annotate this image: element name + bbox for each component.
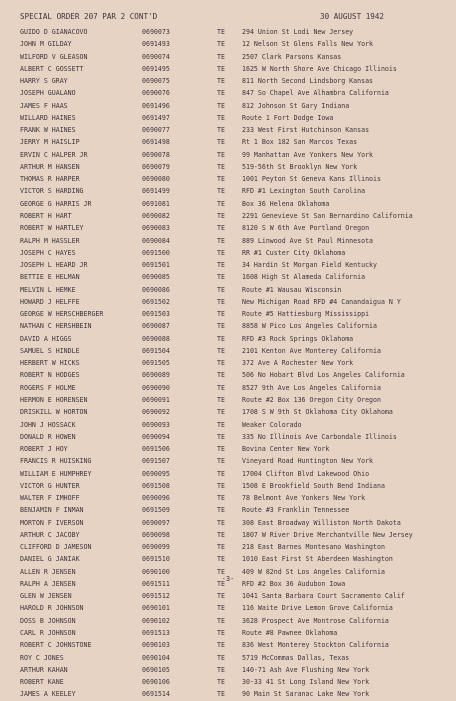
serial-number: 0691506 [142,445,170,454]
serial-number: 0690083 [142,224,170,233]
home-address: Vineyard Road Huntington New York [242,457,374,466]
home-address: 8858 W Pico Los Angeles California [242,322,377,331]
officer-name: ROBERT KANE [20,678,64,687]
home-address: 30-33 41 St Long Island New York [242,678,370,687]
officer-name: ROY C JONES [20,653,64,662]
officer-name: ROBERT C JOHNSTONE [20,641,92,650]
branch-code: TE [217,175,225,184]
roster-row [20,529,450,541]
officer-name: ROBERT W HARTLEY [20,224,84,233]
serial-number: 0691505 [142,359,170,368]
serial-number: 0691496 [142,101,170,110]
roster-row [20,271,450,283]
officer-name: GEORGE W HERSCHBERGER [20,310,104,319]
serial-number: 0690088 [142,334,170,343]
home-address: 90 Main St Saranac Lake New York [242,690,370,699]
officer-name: HERBERT W HICKS [20,359,80,368]
branch-code: TE [217,469,225,478]
officer-name: ALBERT C GOSSETT [20,64,84,73]
home-address: 1041 Santa Barbara Court Sacramento Calif [242,592,405,601]
branch-code: TE [217,273,225,282]
officer-name: ERVIN C HALPER JR [20,150,88,159]
roster-row [20,173,450,185]
officer-name: JOSEPH L HEARD JR [20,261,88,270]
roster-row [20,112,450,124]
officer-name: NATHAN C HERSHBEIN [20,322,92,331]
roster-row [20,431,450,443]
officer-name: CARL R JOHNSON [20,629,76,638]
serial-number: 0691511 [142,579,170,588]
serial-number: 0691513 [142,629,170,638]
branch-code: TE [217,261,225,270]
roster-row [20,553,450,565]
roster-row [20,492,450,504]
home-address: 17004 Clifton Blvd Lakewood Ohio [242,469,370,478]
officer-name: BETTIE E HELMAN [20,273,80,282]
home-address: Route #5 Hattiesburg Mississippi [242,310,370,319]
serial-number: 0690074 [142,52,170,61]
roster-row [20,185,450,197]
home-address: 1708 S W 9th St Oklahoma City Oklahoma [242,408,393,417]
officer-name: RALPH A JENSEN [20,579,76,588]
home-address: 3628 Prospect Ave Montrose California [242,616,389,625]
roster-row [20,51,450,63]
serial-number: 0690082 [142,211,170,220]
home-address: 1508 E Brookfield South Bend Indiana [242,481,385,490]
branch-code: TE [217,641,225,650]
roster-row [20,247,450,259]
officer-name: ROBERT J HOY [20,445,68,454]
serial-number: 0691497 [142,113,170,122]
roster-row [20,100,450,112]
home-address: RR #1 Custer City Oklahoma [242,248,346,257]
branch-code: TE [217,138,225,147]
serial-number: 0691507 [142,457,170,466]
branch-code: TE [217,371,225,380]
home-address: Weaker Colorado [242,420,302,429]
branch-code: TE [217,506,225,515]
officer-name: ARTHUR C JACOBY [20,530,80,539]
roster-row [20,63,450,75]
branch-code: TE [217,77,225,86]
branch-code: TE [217,383,225,392]
roster-list [20,26,450,701]
branch-code: TE [217,555,225,564]
serial-number: 0690090 [142,383,170,392]
branch-code: TE [217,432,225,441]
branch-code: TE [217,629,225,638]
document-header [20,12,440,24]
branch-code: TE [217,236,225,245]
branch-code: TE [217,567,225,576]
home-address: 812 Johnson St Gary Indiana [242,101,350,110]
serial-number: 0690084 [142,236,170,245]
home-address: Route #1 Wausau Wisconsin [242,285,342,294]
officer-name: BENJAMIN F INMAN [20,506,84,515]
serial-number: 0691508 [142,481,170,490]
officer-name: WILLARD HAINES [20,113,76,122]
roster-row [20,38,450,50]
officer-name: MELVIN L HEMKE [20,285,76,294]
officer-name: GUIDO D GIANACOVO [20,28,88,36]
home-address: Route #3 Franklin Tennessee [242,506,350,515]
roster-row [20,688,450,700]
roster-row [20,296,450,308]
home-address: 335 No Illinois Ave Carbondale Illinois [242,432,397,441]
home-address: RFD #1 Lexington South Carolina [242,187,366,196]
officer-name: JOHN J HOSSACK [20,420,76,429]
branch-code: TE [217,113,225,122]
branch-code: TE [217,150,225,159]
branch-code: TE [217,457,225,466]
officer-name: DONALD R HOWEN [20,432,76,441]
home-address: 2101 Kenton Ave Monterey California [242,346,381,355]
home-address: 1608 High St Alameda California [242,273,366,282]
serial-number: 0691514 [142,690,170,699]
serial-number: 0690073 [142,28,170,36]
serial-number: 0691502 [142,297,170,306]
branch-code: TE [217,690,225,699]
officer-name: GLEN W JENSEN [20,592,72,601]
serial-number: 0690103 [142,641,170,650]
roster-row [20,676,450,688]
serial-number: 0690092 [142,408,170,417]
serial-number: 0690094 [142,432,170,441]
officer-name: JAMES A KEELEY [20,690,76,699]
roster-row [20,468,450,480]
officer-name: JOHN M GILDAY [20,40,72,49]
home-address: 2291 Genevieve St San Bernardino California [242,211,413,220]
branch-code: TE [217,653,225,662]
branch-code: TE [217,518,225,527]
serial-number: 0691500 [142,248,170,257]
serial-number: 0690100 [142,567,170,576]
branch-code: TE [217,678,225,687]
officer-name: DANIEL G JANIAK [20,555,80,564]
roster-row [20,333,450,345]
branch-code: TE [217,408,225,417]
roster-row [20,517,450,529]
home-address: 99 Manhattan Ave Yonkers New York [242,150,374,159]
roster-row [20,627,450,639]
serial-number: 0691499 [142,187,170,196]
serial-number: 0690080 [142,175,170,184]
home-address: 34 Hardin St Morgan Field Kentucky [242,261,377,270]
home-address: Route 1 Fort Dodge Iowa [242,113,334,122]
branch-code: TE [217,285,225,294]
branch-code: TE [217,297,225,306]
home-address: RFD #3 Rock Springs Oklahoma [242,334,354,343]
home-address: 308 East Broadway Williston North Dakota [242,518,401,527]
serial-number: 0690079 [142,162,170,171]
branch-code: TE [217,530,225,539]
roster-row [20,308,450,320]
officer-name: CLIFFORD D JAMESON [20,543,92,552]
branch-code: TE [217,359,225,368]
serial-number: 0691504 [142,346,170,355]
officer-name: SAMUEL S HINDLE [20,346,80,355]
branch-code: TE [217,64,225,73]
serial-number: 0690102 [142,616,170,625]
officer-name: VICTOR S HARDING [20,187,84,196]
roster-row [20,615,450,627]
home-address: Route #8 Pawnee Oklahoma [242,629,338,638]
home-address: 233 West First Hutchinson Kansas [242,126,370,135]
branch-code: TE [217,162,225,171]
serial-number: 0690098 [142,530,170,539]
officer-name: ROBERT N HODGES [20,371,80,380]
branch-code: TE [217,211,225,220]
home-address: 1001 Peyton St Geneva Kans Illinois [242,175,381,184]
officer-name: WALTER F IMHOFF [20,494,80,503]
officer-name: MORTON F IVERSON [20,518,84,527]
branch-code: TE [217,248,225,257]
serial-number: 0691493 [142,40,170,49]
home-address: 1010 East First St Aberdeen Washington [242,555,393,564]
roster-row [20,235,450,247]
roster-row [20,136,450,148]
serial-number: 0690089 [142,371,170,380]
serial-number: 0690085 [142,273,170,282]
branch-code: TE [217,592,225,601]
officer-name: FRANCIS R HUISKING [20,457,92,466]
roster-row [20,664,450,676]
serial-number: 0691081 [142,199,170,208]
roster-row [20,222,450,234]
home-address: 2507 Clark Parsons Kansas [242,52,342,61]
order-title: SPECIAL ORDER 207 PAR 2 CONT'D [20,12,158,21]
officer-name: ROBERT H HART [20,211,72,220]
roster-row [20,504,450,516]
home-address: 506 No Hobart Blvd Los Angeles California [242,371,405,380]
branch-code: TE [217,346,225,355]
branch-code: TE [217,616,225,625]
officer-name: HOWARD J HELFFE [20,297,80,306]
roster-row [20,345,450,357]
officer-name: ROGERS F HOLME [20,383,76,392]
roster-row [20,541,450,553]
home-address: 811 North Second Lindsborg Kansas [242,77,374,86]
roster-row [20,369,450,381]
roster-row [20,198,450,210]
home-address: New Michigan Road RFD #4 Canandaigua N Y [242,297,401,306]
roster-row [20,26,450,38]
roster-row [20,455,450,467]
officer-name: JERRY M HAISLIP [20,138,80,147]
roster-row [20,210,450,222]
branch-code: TE [217,28,225,36]
branch-code: TE [217,334,225,343]
branch-code: TE [217,395,225,404]
serial-number: 0691498 [142,138,170,147]
officer-name: ARTHUR M HANSEN [20,162,80,171]
officer-name: DRISKILL W HORTON [20,408,88,417]
serial-number: 0690095 [142,469,170,478]
branch-code: TE [217,420,225,429]
roster-row [20,652,450,664]
branch-code: TE [217,101,225,110]
serial-number: 0691509 [142,506,170,515]
branch-code: TE [217,445,225,454]
home-address: 1807 W River Drive Merchantville New Jersey [242,530,413,539]
serial-number: 0690093 [142,420,170,429]
serial-number: 0690091 [142,395,170,404]
roster-row [20,590,450,602]
home-address: 409 W 82nd St Los Angeles California [242,567,385,576]
home-address: 847 So Chapel Ave Alhambra California [242,89,389,98]
home-address: 116 Waite Drive Lemon Grove California [242,604,393,613]
branch-code: TE [217,604,225,613]
serial-number: 0690101 [142,604,170,613]
roster-row [20,87,450,99]
officer-name: HERMON E HORENSEN [20,395,88,404]
officer-name: JAMES F HAAS [20,101,68,110]
home-address: 8120 S W 6th Ave Portland Oregon [242,224,370,233]
officer-name: DOSS B JOHNSON [20,616,76,625]
branch-code: TE [217,322,225,331]
serial-number: 0691495 [142,64,170,73]
roster-row [20,480,450,492]
branch-code: TE [217,494,225,503]
serial-number: 0690099 [142,543,170,552]
officer-name: HARRY S GRAY [20,77,68,86]
serial-number: 0690097 [142,518,170,527]
officer-name: VICTOR G HUNTER [20,481,80,490]
roster-row [20,161,450,173]
home-address: 519-56th St Brooklyn New York [242,162,358,171]
officer-name: WILLIAM E HUMPHREY [20,469,92,478]
roster-row [20,406,450,418]
home-address: 294 Union St Lodi New Jersey [242,28,354,36]
branch-code: TE [217,187,225,196]
home-address: 1625 W North Shore Ave Chicago Illinois [242,64,397,73]
roster-row [20,639,450,651]
branch-code: TE [217,481,225,490]
branch-code: TE [217,52,225,61]
serial-number: 0691503 [142,310,170,319]
roster-row [20,382,450,394]
roster-row [20,75,450,87]
officer-name: FRANK W HAINES [20,126,76,135]
roster-row [20,320,450,332]
branch-code: TE [217,40,225,49]
branch-code: TE [217,665,225,674]
roster-row [20,602,450,614]
home-address: Bovina Center New York [242,445,330,454]
roster-row [20,124,450,136]
order-date: 30 AUGUST 1942 [320,12,385,21]
serial-number: 0690105 [142,665,170,674]
branch-code: TE [217,543,225,552]
home-address: 372 Ave A Rochester New York [242,359,354,368]
home-address: 12 Nelson St Glens Falls New York [242,40,374,49]
home-address: RFD #2 Box 36 Audubon Iowa [242,579,346,588]
serial-number: 0690087 [142,322,170,331]
home-address: 218 East Barnes Montesano Washington [242,543,385,552]
roster-row [20,443,450,455]
branch-code: TE [217,199,225,208]
officer-name: HAROLD R JOHNSON [20,604,84,613]
officer-name: THOMAS R HARPER [20,175,80,184]
branch-code: TE [217,224,225,233]
home-address: 836 West Monterey Stockton California [242,641,389,650]
serial-number: 0690077 [142,126,170,135]
branch-code: TE [217,89,225,98]
officer-name: JOSEPH C HAYES [20,248,76,257]
serial-number: 0691510 [142,555,170,564]
home-address: 5719 McCommas Dallas, Texas [242,653,350,662]
roster-row [20,419,450,431]
serial-number: 0691512 [142,592,170,601]
serial-number: 0690076 [142,89,170,98]
branch-code: TE [217,310,225,319]
home-address: Box 36 Helena Oklahoma [242,199,330,208]
officer-name: ALLEN R JENSEN [20,567,76,576]
page-number: -3- [221,575,235,583]
roster-row [20,259,450,271]
officer-name: RALPH M HASSLER [20,236,80,245]
home-address: 8527 9th Ave Los Angeles California [242,383,381,392]
serial-number: 0690096 [142,494,170,503]
serial-number: 0690106 [142,678,170,687]
officer-name: DAVID A HIGGS [20,334,72,343]
serial-number: 0690075 [142,77,170,86]
officer-name: JOSEPH GUALANO [20,89,76,98]
officer-name: ARTHUR KAHAN [20,665,68,674]
home-address: Route #2 Box 136 Oregon City Oregon [242,395,381,404]
home-address: 140-71 Ash Ave Flushing New York [242,665,370,674]
serial-number: 0690086 [142,285,170,294]
officer-name: GEORGE G HARRIS JR [20,199,92,208]
branch-code: TE [217,579,225,588]
serial-number: 0691501 [142,261,170,270]
home-address: 889 Linwood Ave St Paul Minnesota [242,236,374,245]
roster-row [20,149,450,161]
serial-number: 0690078 [142,150,170,159]
branch-code: TE [217,126,225,135]
officer-name: WILFORD V GLEASON [20,52,88,61]
roster-row [20,284,450,296]
roster-row [20,357,450,369]
roster-row [20,394,450,406]
home-address: Rt 1 Box 182 San Marcos Texas [242,138,358,147]
serial-number: 0690104 [142,653,170,662]
home-address: 78 Belmont Ave Yonkers New York [242,494,366,503]
